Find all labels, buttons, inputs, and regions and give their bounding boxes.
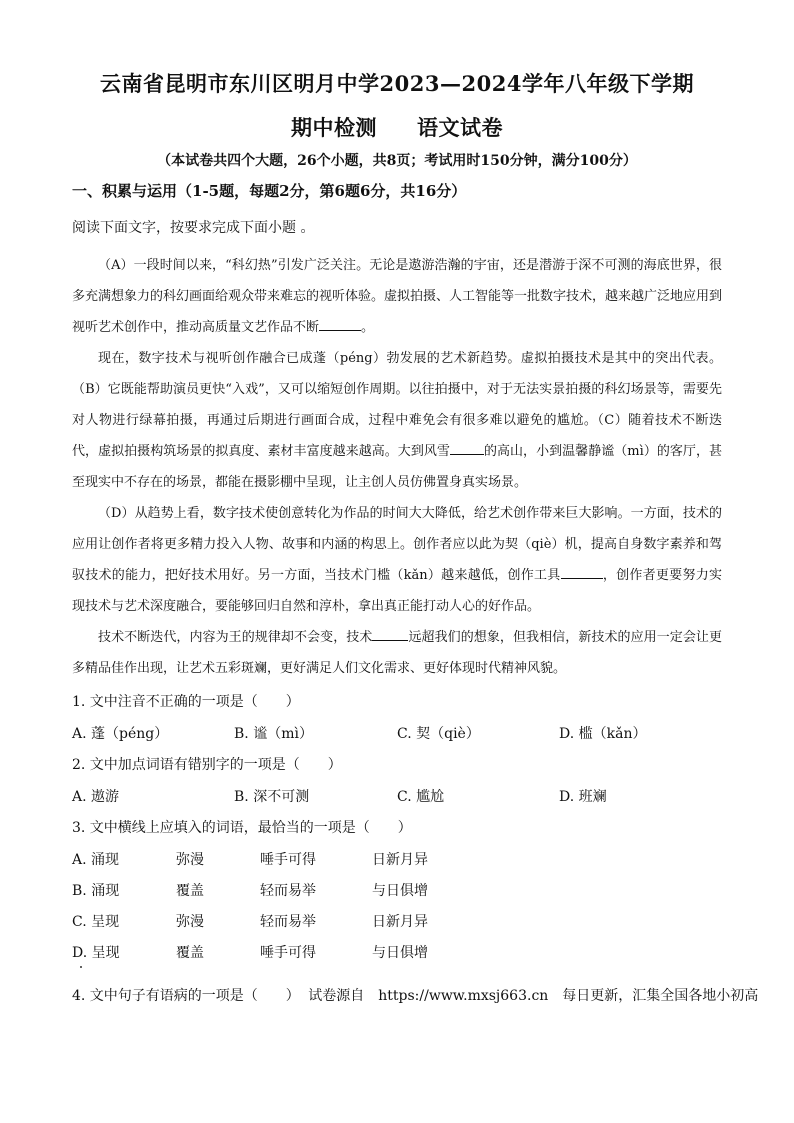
- paragraph-text: （A）一段时间以来，“科幻热”引发广泛关注。无论是遨游浩瀚的宇宙，还是潜游于深不可测的海底世界，很多充满想象力的科幻画面给观众带来难忘的视听体验。虚拟拍摄、人工智能等一批数字技术，越来越广泛地应用到视听艺术创作中，推动高质量文艺作品不断: [72, 258, 723, 335]
- q2-option-d[interactable]: D. 班斓: [559, 789, 607, 805]
- fill-blank: [319, 316, 361, 331]
- paragraph-text: 的高山，小到温馨静谧（mì）的客厅，甚至现实中不存在的场景，都能在摄影棚中呈现，让主创人员仿佛置身真实场景。: [72, 444, 722, 490]
- fill-blank: [450, 440, 484, 455]
- q3-a-word-3: 唾手可得: [260, 852, 316, 868]
- exam-title-part-a: 期中检测: [291, 115, 377, 140]
- exam-title-part-b: 语文试卷: [417, 115, 503, 140]
- q3-c-word-1: C. 呈现: [72, 914, 120, 930]
- q3-d-word-1: D. 呈现: [72, 945, 120, 961]
- section-heading: 一、积累与运用（1-5题，每题2分，第6题6分，共16分）: [72, 182, 467, 200]
- q3-b-word-1: B. 涌现: [72, 883, 120, 899]
- q3-d-word-3: 唾手可得: [260, 945, 316, 961]
- instruction: 阅读下面文字，按要求完成下面小题 。: [72, 220, 315, 236]
- question-2-stem: 2. 文中加点词语有错别字的一项是（ ）: [72, 757, 342, 773]
- stray-dot: [80, 966, 82, 968]
- q3-c-word-3: 轻而易举: [260, 914, 316, 930]
- exam-title-line2: [0, 112, 794, 142]
- q3-a-word-2: 弥漫: [176, 852, 204, 868]
- fill-blank: [372, 626, 408, 641]
- q1-option-b[interactable]: B. 谧（mì）: [234, 726, 313, 742]
- paragraph-text: ，创作者更要努力实现技术与艺术深度融合，要能够回归自然和淳朴，拿出真正能打动人心的好作品。: [72, 568, 722, 614]
- source-note: 试卷源自 https://www.mxsj663.cn 每日更新，汇集全国各地小初高: [308, 988, 759, 1004]
- q1-option-d[interactable]: D. 槛（kǎn）: [559, 726, 647, 742]
- question-4-stem: [72, 985, 758, 1005]
- passage-paragraph-1: [72, 250, 722, 343]
- question-3-stem: 3. 文中横线上应填入的词语，最恰当的一项是（ ）: [72, 820, 412, 836]
- q3-d-word-2: 覆盖: [176, 945, 204, 961]
- paragraph-text: （D）从趋势上看，数字技术使创意转化为作品的时间大大降低，给艺术创作带来巨大影响。一方面，技术的应用让创作者将更多精力投入人物、故事和内涵的构思上。创作者应以此为契（qiè）机，提高自身数字素养和驾驭技术的能力，把好技术用好。另一方面，当技术门槛（kǎn）越来越低，创作工具: [72, 506, 722, 583]
- fill-blank: [561, 564, 603, 579]
- passage-paragraph-3: [72, 498, 722, 622]
- paragraph-text: 技术不断迭代，内容为王的规律却不会变，技术: [98, 630, 373, 645]
- q2-option-a[interactable]: A. 遨游: [72, 789, 120, 805]
- q3-c-word-2: 弥漫: [176, 914, 204, 930]
- passage-paragraph-2: [72, 343, 722, 498]
- q2-option-b[interactable]: B. 深不可测: [234, 789, 310, 805]
- q3-b-word-4: 与日俱增: [372, 883, 428, 899]
- q3-b-word-2: 覆盖: [176, 883, 204, 899]
- paragraph-text: 现在，数字技术与视听创作融合已成蓬（péng）勃发展的艺术新趋势。虚拟拍摄技术是其中的突出代表。（B）它既能帮助演员更快“入戏”，又可以缩短创作周期。以往拍摄中，对于无法实景拍摄的科幻场景等，需要先对人物进行绿幕拍摄，再通过后期进行画面合成，过程中难免会有很多难以避免的尴尬。（C）随着技术不断迭代，虚拟拍摄构筑场景的拟真度、素材丰富度越来越高。大到风雪: [72, 351, 722, 459]
- q1-option-a[interactable]: A. 蓬（péng）: [72, 726, 169, 742]
- paragraph-text: 。: [361, 320, 375, 335]
- q3-c-word-4: 日新月异: [372, 914, 428, 930]
- q3-b-word-3: 轻而易举: [260, 883, 316, 899]
- q1-option-c[interactable]: C. 契（qiè）: [397, 726, 480, 742]
- paragraph-text: 远超我们的想象，但我相信，新技术的应用一定会让更多精品佳作出现，让艺术五彩斑斓，更好满足人们文化需求、更好体现时代精神风貌。: [72, 630, 722, 676]
- q2-option-c[interactable]: C. 尴尬: [397, 789, 445, 805]
- q3-a-word-1: A. 涌现: [72, 852, 120, 868]
- exam-title-line1: 云南省昆明市东川区明月中学2023—2024学年八年级下学期: [100, 71, 694, 96]
- q3-d-word-4: 与日俱增: [372, 945, 428, 961]
- exam-subtitle: （本试卷共四个大题，26个小题，共8页；考试用时150分钟，满分100分）: [157, 153, 637, 169]
- q4-stem-text: 4. 文中句子有语病的一项是（ ）: [72, 988, 300, 1004]
- question-1-stem: 1. 文中注音不正确的一项是（ ）: [72, 694, 300, 710]
- q3-a-word-4: 日新月异: [372, 852, 428, 868]
- passage-paragraph-4: [72, 622, 722, 684]
